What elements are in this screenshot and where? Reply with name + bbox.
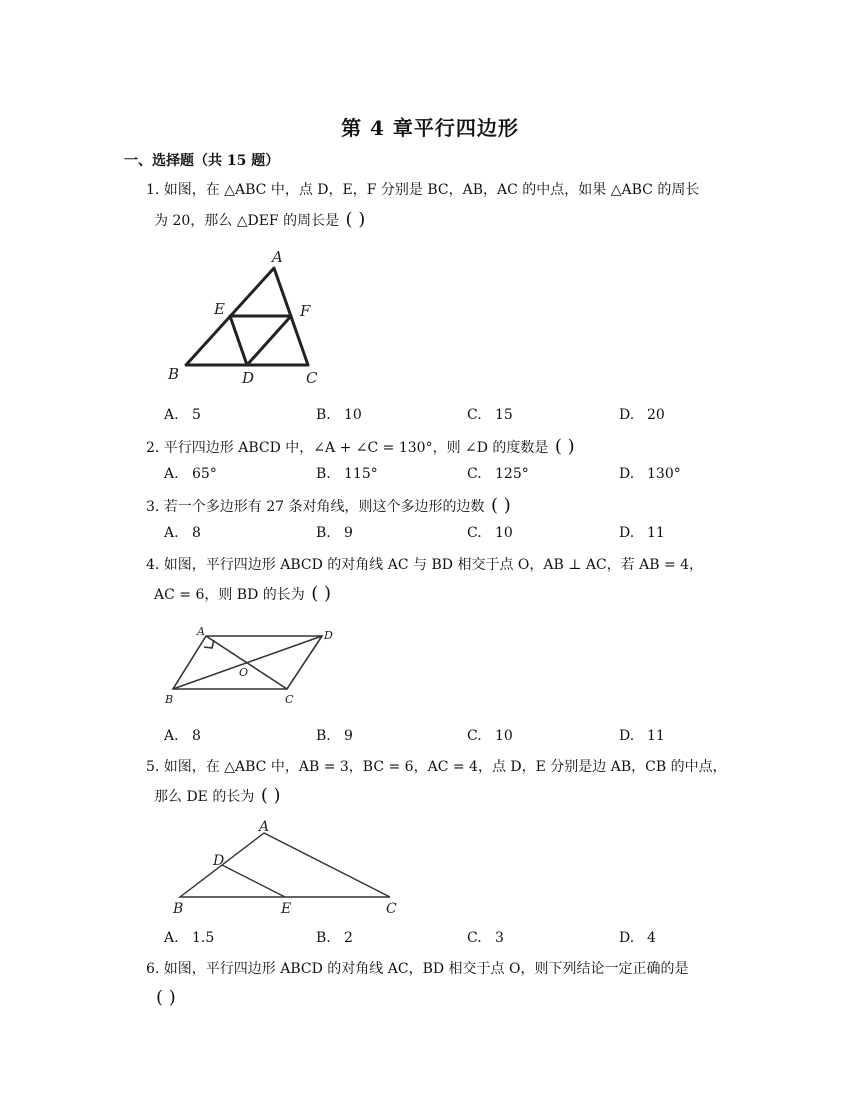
q3-text-line1 [146, 496, 513, 517]
q3-option-b[interactable]: B. 9 [316, 525, 353, 541]
q4-label-d: D [324, 629, 333, 642]
q1-option-d[interactable]: D. 20 [619, 407, 665, 423]
q6-text-line1: 6. 如图，平行四边形 ABCD 的对角线 AC，BD 相交于点 O，则下列结论一定正确的是 [146, 961, 689, 977]
q5-text-line1: 5. 如图，在 △ABC 中，AB = 3，BC = 6，AC = 4，点 D，E 分别是边 AB，CB 的中点， [146, 759, 727, 775]
q1-label-e: E [214, 300, 225, 318]
q2-option-a[interactable]: A. 65° [164, 466, 217, 482]
q5-option-d[interactable]: D. 4 [619, 930, 656, 946]
q4-options [164, 728, 724, 748]
q5-figure [164, 818, 414, 918]
q6-text-line2 [154, 988, 178, 1009]
q1-triangle-def [230, 316, 291, 365]
q3-answer-paren: ( ) [490, 495, 511, 516]
q4-text-line2 [154, 584, 333, 605]
q5-options [164, 930, 724, 950]
q5-triangle-abc [180, 833, 390, 897]
q1-stem-end: 为 20，那么 △DEF 的周长是 [154, 213, 340, 229]
q3-stem: 3. 若一个多边形有 27 条对角线，则这个多边形的边数 [146, 499, 485, 515]
q4-option-b[interactable]: B. 9 [316, 728, 353, 744]
q4-option-c[interactable]: C. 10 [467, 728, 513, 744]
q5-answer-paren: ( ) [260, 785, 281, 806]
q4-answer-paren: ( ) [311, 583, 332, 604]
q1-figure [160, 244, 340, 388]
q6-answer-paren: ( ) [156, 987, 176, 1008]
q1-text-line2 [154, 210, 367, 231]
q3-option-a[interactable]: A. 8 [164, 525, 201, 541]
q4-text-line1: 4. 如图，平行四边形 ABCD 的对角线 AC 与 BD 相交于点 O，AB ⊥ AC，若 AB = 4， [146, 557, 704, 573]
q2-option-b[interactable]: B. 115° [316, 466, 378, 482]
q1-option-b[interactable]: B. 10 [316, 407, 362, 423]
section-heading: 一、选择题（共 15 题） [124, 153, 280, 169]
q4-option-d[interactable]: D. 11 [619, 728, 665, 744]
q5-text-line2 [154, 786, 283, 807]
q1-answer-paren: ( ) [345, 209, 366, 230]
q1-options [164, 407, 724, 427]
q1-option-a[interactable]: A. 5 [164, 407, 201, 423]
q1-label-d: D [242, 369, 255, 387]
q5-label-d: D [213, 853, 225, 869]
q4-stem-end: AC = 6，则 BD 的长为 [154, 587, 305, 603]
q5-label-b: B [173, 901, 184, 917]
q5-option-b[interactable]: B. 2 [316, 930, 353, 946]
q3-option-c[interactable]: C. 10 [467, 525, 513, 541]
q4-label-c: C [285, 693, 294, 706]
q1-label-b: B [168, 365, 180, 383]
q4-label-b: B [165, 693, 174, 706]
q1-label-a: A [272, 248, 283, 266]
q5-label-e: E [281, 901, 292, 917]
q4-figure [160, 622, 350, 710]
q5-stem-end: 那么 DE 的长为 [154, 789, 255, 805]
q5-option-a[interactable]: A. 1.5 [164, 930, 215, 946]
q1-option-c[interactable]: C. 15 [467, 407, 513, 423]
q2-text-line1 [146, 437, 577, 458]
q3-options [164, 525, 724, 545]
q1-text-line1: 1. 如图，在 △ABC 中，点 D，E，F 分别是 BC，AB，AC 的中点，如果 △ABC 的周长 [146, 182, 700, 198]
q5-option-c[interactable]: C. 3 [467, 930, 504, 946]
q4-label-a: A [197, 625, 205, 638]
q4-option-a[interactable]: A. 8 [164, 728, 201, 744]
page-title: 第 4 章平行四边形 [341, 116, 519, 140]
q4-diagonal-bd [173, 636, 322, 689]
q2-stem: 2. 平行四边形 ABCD 中，∠A + ∠C = 130°，则 ∠D 的度数是 [146, 440, 549, 456]
q5-label-c: C [386, 901, 397, 917]
q5-label-a: A [259, 819, 270, 835]
q2-option-d[interactable]: D. 130° [619, 466, 681, 482]
q2-answer-paren: ( ) [554, 436, 575, 457]
q2-options [164, 466, 724, 486]
q1-label-c: C [306, 369, 318, 387]
q2-option-c[interactable]: C. 125° [467, 466, 529, 482]
q5-segment-de [222, 865, 285, 897]
q1-label-f: F [300, 302, 311, 320]
q3-option-d[interactable]: D. 11 [619, 525, 665, 541]
q4-label-o: O [239, 666, 249, 679]
